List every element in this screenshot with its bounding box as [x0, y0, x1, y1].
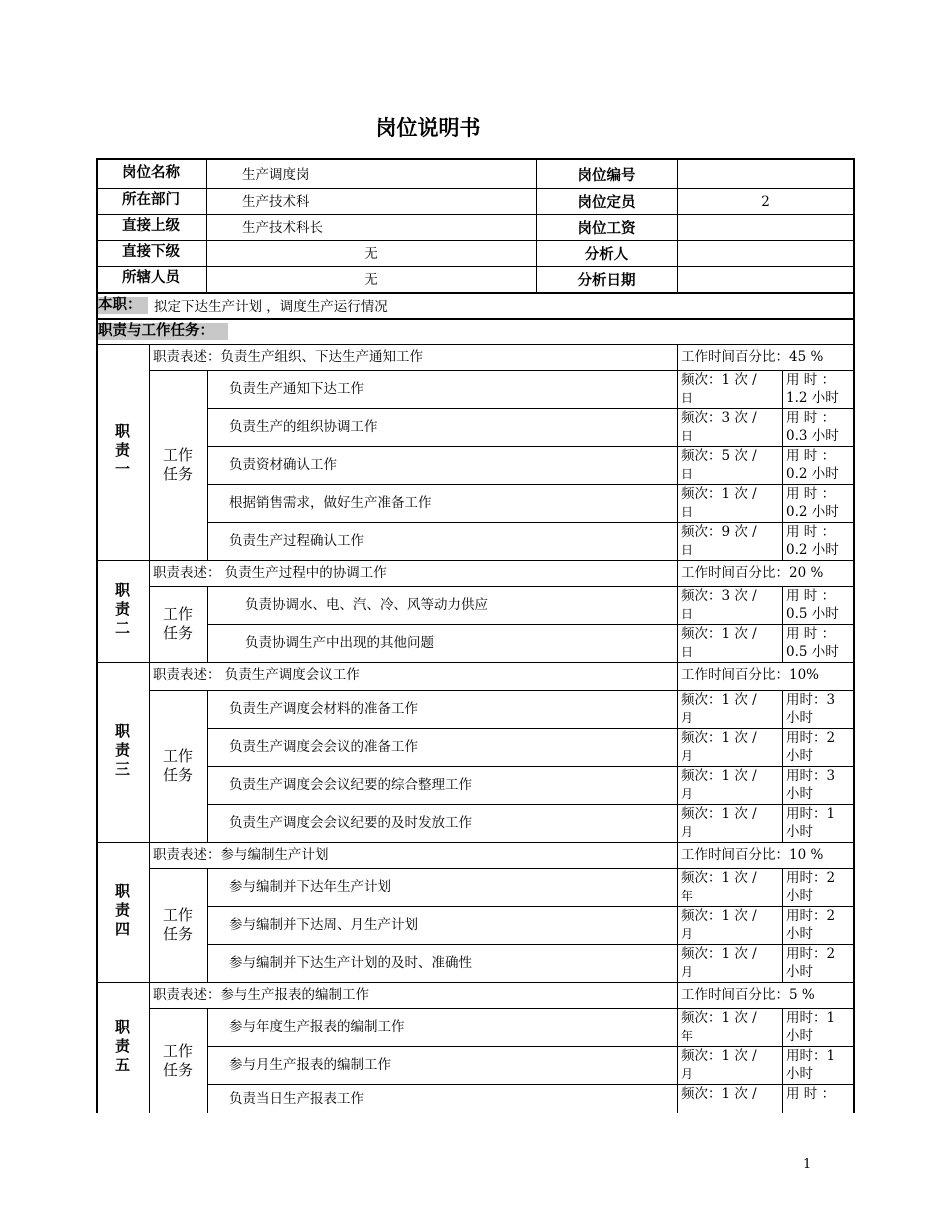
task-duration-value: 小时	[786, 824, 813, 840]
task-text: 参与编制并下达周、月生产计划	[229, 917, 418, 933]
duty-block-rule	[96, 842, 854, 843]
task-group-label: 工作 任务	[162, 605, 193, 642]
task-duration: 用时：2	[786, 730, 836, 746]
task-group-label: 工作 任务	[162, 747, 193, 784]
duty-description: 职责表述：负责生产组织、下达生产通知工作	[153, 349, 423, 365]
task-text: 负责当日生产报表工作	[229, 1090, 364, 1107]
task-text: 根据销售需求，做好生产准备工作	[229, 495, 432, 511]
field-label: 所在部门	[122, 192, 180, 208]
task-frequency: 频次：1 次 /	[681, 486, 757, 502]
duty-col-rule	[677, 842, 678, 982]
task-text: 负责生产通知下达工作	[229, 381, 364, 397]
task-duration-value: 小时	[786, 710, 813, 726]
duty-time-percent: 工作时间百分比：10%	[681, 667, 820, 683]
duty-col-rule	[677, 662, 678, 842]
task-duration-value: 0.2 小时	[786, 504, 839, 520]
field-value: 2	[761, 194, 770, 210]
task-frequency-unit: 月	[681, 711, 694, 725]
task-frequency: 频次：1 次 /	[681, 1010, 757, 1026]
task-duration: 用时：3	[786, 768, 836, 784]
task-frequency-unit: 月	[681, 825, 694, 839]
duty-time-percent: 工作时间百分比：20 %	[681, 565, 824, 581]
task-row-rule	[207, 446, 854, 447]
task-row-rule	[207, 624, 854, 625]
duty-description: 职责表述：参与编制生产计划	[153, 847, 329, 863]
task-frequency: 频次：5 次 /	[681, 448, 757, 464]
duty-time-percent: 工作时间百分比：45 %	[681, 349, 824, 365]
task-duration: 用时：1	[786, 1010, 836, 1026]
task-duration-value: 小时	[786, 888, 813, 904]
task-frequency-unit: 日	[681, 467, 694, 481]
duty-label: 职 责 一	[114, 422, 130, 478]
task-duration: 用 时 ：	[786, 588, 836, 604]
header-row-rule	[96, 188, 854, 189]
duty-col-rule	[782, 370, 783, 560]
duty-col-rule	[207, 868, 208, 982]
duty-label: 职 责 三	[114, 722, 130, 778]
page-number: 1	[803, 1157, 812, 1172]
task-frequency: 频次：1 次 /	[681, 626, 757, 642]
header-row-rule	[96, 266, 854, 267]
task-duration: 用时：1	[786, 806, 836, 822]
task-frequency: 频次：1 次 /	[681, 372, 757, 388]
section-rule	[96, 344, 854, 345]
task-text: 参与年度生产报表的编制工作	[229, 1019, 405, 1035]
task-frequency: 频次：3 次 /	[681, 588, 757, 604]
core-role-label: 本职：	[98, 297, 142, 313]
section-rule	[96, 318, 854, 320]
core-role-text: 拟定下达生产计划 ，调度生产运行情况	[154, 299, 388, 315]
task-duration-value: 小时	[786, 786, 813, 802]
task-text: 参与编制并下达生产计划的及时、准确性	[229, 955, 472, 971]
task-frequency-unit: 日	[681, 543, 694, 557]
field-label: 岗位定员	[577, 195, 636, 211]
task-frequency: 频次：1 次 /	[681, 692, 757, 708]
duty-description: 职责表述：参与生产报表的编制工作	[153, 987, 369, 1003]
task-text: 参与编制并下达年生产计划	[229, 879, 391, 895]
duty-col-rule	[207, 1008, 208, 1113]
task-text: 参与月生产报表的编制工作	[229, 1057, 391, 1073]
duties-heading: 职责与工作任务：	[98, 323, 214, 339]
task-row-rule	[207, 906, 854, 907]
header-row-rule	[96, 240, 854, 241]
duty-description: 职责表述： 负责生产过程中的协调工作	[153, 565, 387, 581]
task-frequency: 频次：1 次 /	[681, 946, 757, 962]
task-duration: 用 时 ：	[786, 448, 836, 464]
task-row-rule	[207, 766, 854, 767]
field-value: 生产技术科	[242, 194, 310, 210]
task-text: 负责生产的组织协调工作	[229, 419, 378, 435]
duty-label: 职 责 五	[114, 1017, 130, 1074]
page-title: 岗位说明书	[375, 116, 481, 140]
duty-block-rule	[96, 662, 854, 663]
task-frequency: 频次：1 次 /	[681, 908, 757, 924]
task-frequency-unit: 日	[681, 429, 694, 443]
task-duration-value: 小时	[786, 1028, 813, 1044]
task-duration-value: 小时	[786, 964, 813, 980]
field-label: 岗位名称	[122, 165, 180, 181]
header-col-rule	[536, 160, 537, 292]
field-value: 生产调度岗	[242, 167, 310, 183]
task-frequency-unit: 年	[681, 889, 694, 903]
duty-col-rule	[677, 560, 678, 662]
task-frequency: 频次：1 次 /	[681, 730, 757, 746]
duty-col-rule	[677, 982, 678, 1113]
task-text: 负责协调水、电、汽、冷、风等动力供应	[245, 597, 488, 613]
task-row-rule	[207, 728, 854, 729]
task-duration-value: 小时	[786, 748, 813, 764]
task-frequency: 频次：3 次 /	[681, 410, 757, 426]
duty-time-percent: 工作时间百分比：10 %	[681, 847, 824, 863]
task-frequency: 频次：1 次 /	[681, 768, 757, 784]
task-duration-value: 0.5 小时	[786, 606, 839, 622]
field-label: 直接下级	[122, 244, 180, 260]
task-text: 负责生产调度会会议纪要的及时发放工作	[229, 815, 472, 831]
task-frequency-unit: 月	[681, 927, 694, 941]
task-row-rule	[207, 484, 854, 485]
task-frequency-unit: 日	[681, 391, 694, 405]
task-frequency: 频次：9 次 /	[681, 524, 757, 540]
task-row-rule	[207, 408, 854, 409]
task-frequency-unit: 月	[681, 965, 694, 979]
task-frequency: 频次：1 次 /	[681, 870, 757, 886]
task-duration: 用时：1	[786, 1048, 836, 1064]
field-value: 生产技术科长	[242, 220, 323, 236]
task-row-rule	[207, 944, 854, 945]
field-label: 岗位工资	[577, 221, 636, 237]
task-frequency: 频次：1 次 /	[681, 1048, 757, 1064]
task-duration-value: 0.2 小时	[786, 466, 839, 482]
task-row-rule	[207, 1046, 854, 1047]
task-frequency-unit: 年	[681, 1029, 694, 1043]
table-border-right	[853, 158, 855, 1113]
duty-col-rule	[782, 868, 783, 982]
task-duration: 用时：2	[786, 908, 836, 924]
field-label: 岗位编号	[577, 168, 636, 184]
duty-block-rule	[96, 560, 854, 561]
field-label: 分析日期	[577, 273, 636, 289]
task-row-rule	[207, 1084, 854, 1085]
table-border-top	[96, 158, 855, 160]
section-rule	[96, 292, 854, 294]
task-duration-value: 0.5 小时	[786, 644, 839, 660]
field-value: 无	[364, 272, 378, 288]
duty-col-rule	[782, 1008, 783, 1113]
duty-col-rule	[207, 370, 208, 560]
task-text: 负责协调生产中出现的其他问题	[245, 635, 434, 651]
task-frequency-unit: 日	[681, 505, 694, 519]
task-group-label: 工作 任务	[162, 906, 193, 943]
task-group-label: 工作 任务	[162, 1041, 193, 1079]
field-label: 所辖人员	[122, 270, 180, 286]
task-duration: 用时：2	[786, 870, 836, 886]
field-label: 直接上级	[122, 218, 180, 234]
task-text: 负责生产过程确认工作	[229, 533, 364, 549]
task-duration-value: 0.2 小时	[786, 542, 839, 558]
duty-label: 职 责 二	[114, 581, 130, 637]
task-row-rule	[207, 522, 854, 523]
task-frequency: 频次：1 次 /	[681, 806, 757, 822]
task-duration-value: 1.2 小时	[786, 390, 839, 406]
task-duration: 用 时 ：	[786, 486, 836, 502]
task-duration-value: 小时	[786, 1066, 813, 1082]
duty-block-rule	[96, 982, 854, 983]
duty-col-rule	[677, 344, 678, 560]
header-col-rule	[206, 160, 207, 292]
task-text: 负责生产调度会会议纪要的综合整理工作	[229, 777, 472, 793]
task-duration: 用 时 ：	[786, 372, 836, 388]
task-text: 负责生产调度会材料的准备工作	[229, 701, 418, 717]
task-row-rule	[207, 804, 854, 805]
task-duration: 用时：3	[786, 692, 836, 708]
task-frequency-unit: 日	[681, 607, 694, 621]
task-duration: 用 时 ：	[786, 626, 836, 642]
task-text: 负责资材确认工作	[229, 457, 337, 473]
field-label: 分析人	[584, 247, 629, 263]
task-text: 负责生产调度会会议的准备工作	[229, 739, 418, 755]
task-frequency-unit: 月	[681, 787, 694, 801]
duty-label: 职 责 四	[114, 882, 130, 938]
task-duration: 用 时 ：	[786, 524, 836, 540]
task-frequency-unit: 月	[681, 1067, 694, 1081]
field-value: 无	[364, 246, 378, 262]
task-group-label: 工作 任务	[162, 446, 193, 483]
header-row-rule	[96, 214, 854, 215]
task-frequency-unit: 月	[681, 749, 694, 763]
task-frequency-unit: 日	[681, 645, 694, 659]
header-col-rule	[677, 160, 678, 292]
task-frequency: 频次：1 次 /	[681, 1086, 757, 1102]
task-duration: 用 时 ：	[786, 1086, 836, 1102]
task-duration: 用 时 ：	[786, 410, 836, 426]
duty-description: 职责表述： 负责生产调度会议工作	[153, 667, 360, 683]
duty-time-percent: 工作时间百分比：5 %	[681, 987, 815, 1003]
task-duration: 用时：2	[786, 946, 836, 962]
task-duration-value: 0.3 小时	[786, 428, 839, 444]
task-duration-value: 小时	[786, 926, 813, 942]
